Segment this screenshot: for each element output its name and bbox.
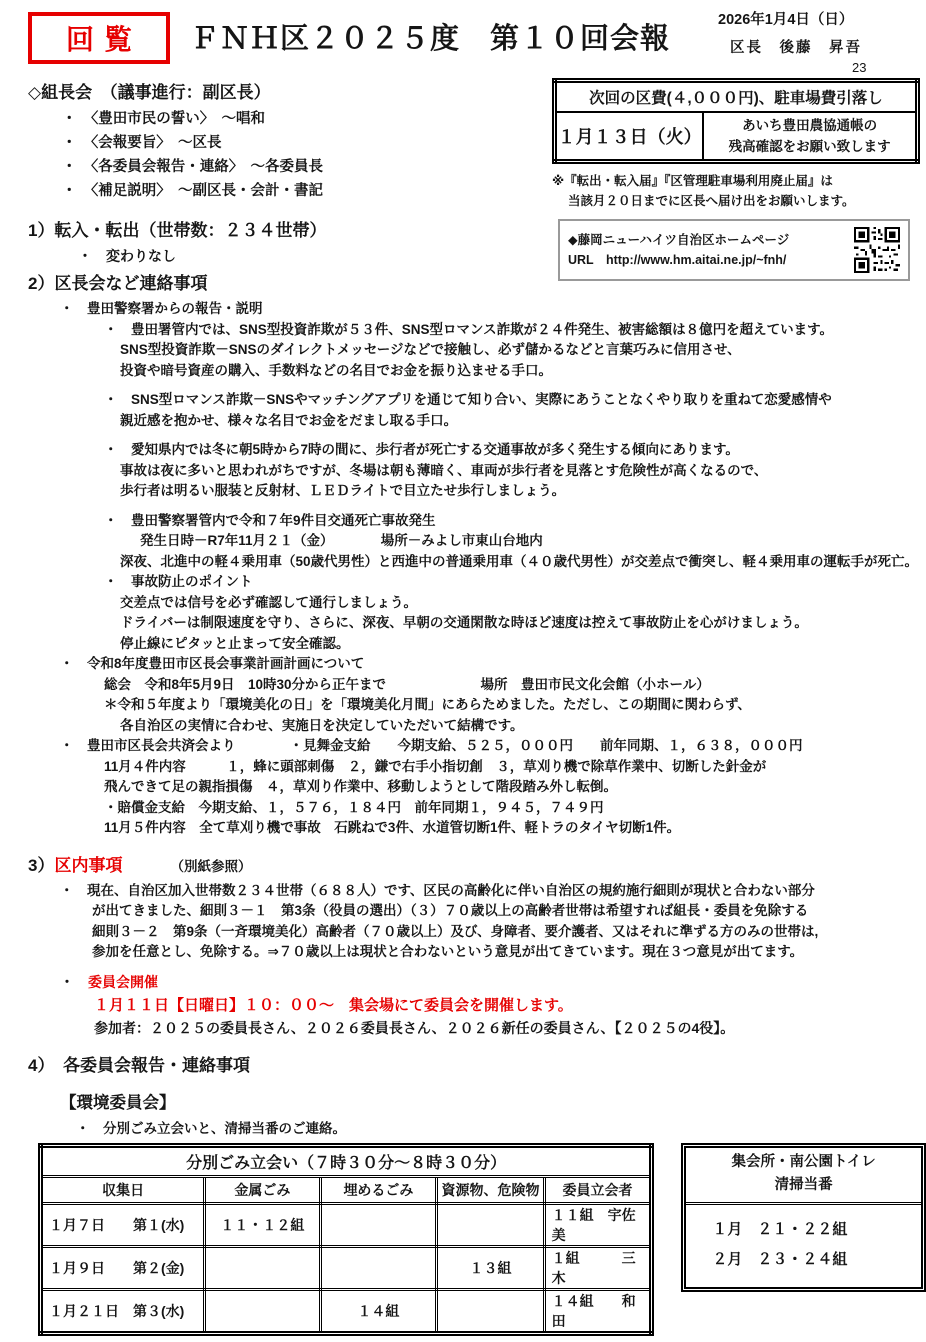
body-line: 飛んできて足の親指損傷 ４，草刈り作業中、移動しようとして階段踏み外し転倒。 [104,779,617,794]
body-line: ・ 豊田署管内では、SNS型投資詐欺が５３件、SNS型ロマンス詐欺が２４件発生、被害総額は８億円を超えています。 [104,321,834,337]
body-line: ・ 豊田警察署管内で令和７年9件目交通死亡事故発生 [104,512,436,528]
body-line: 交差点では信号を必ず確認して通行しましょう。 [120,594,417,610]
notice-column [552,78,920,281]
body-line: ・ SNS型ロマンス詐欺－SNSやマッチングアプリを通じて知り合い、実際にあうことなくやり取りを重ねて恋愛感情や [104,392,832,407]
body-line: 停止線にピタッと止まって安全確認。 [120,635,350,651]
column-header: 収集日 [41,1177,205,1204]
homepage-title: ◆藤岡ニューハイツ自治区ホームページ [568,233,790,247]
body-line: ・ 現在、自治区加入世帯数２３４世帯（６８８人）です、区民の高齢化に伴い自治区の規約施行細則が現状と合わない部分 [60,882,815,898]
moving-notice-line2: 当該月２０日までに区長へ届け出をお願いします。 [568,194,855,208]
body-line: 親近感を抱かせ、様々な名目でお金をだまし取る手口。 [120,412,458,428]
body-line: 11月５件内容 全て草刈り機で事故 石跳ねで3件、水道管切断1件、軽トラのタイヤ切断1件。 [104,820,681,835]
garbage-table-title: 分別ごみ立会い（７時３０分～８時３０分） [41,1146,652,1177]
body-line: ・賠償金支給 今期支給、１，５７６，１８４円 前年同期１，９４５，７４９円 [104,799,604,815]
list-item: １月 ２１・２２組 [712,1221,848,1238]
body-line: 事故は夜に多いと思われがちですが、冬場は朝も薄暗く、車両が歩行者を見落とす危険性が高くなるので、 [120,462,768,478]
bullet: ・ [60,973,74,990]
body-line: 参加を任意とし、免除する。⇒７０歳以上は現状と合わないという意見が出てきています。現在３つ意見が出てます。 [92,944,804,959]
top-band [0,78,926,267]
body-line: 発生日時－R7年11月２１（金） 場所－みよし市東山台地内 [140,533,543,548]
column-header: 委員立会者 [544,1177,652,1204]
table-cell: １月７日 第１(水) [41,1204,205,1247]
fee-bank-line2: 残高確認をお願い致します [728,139,891,154]
table-row [41,1204,652,1247]
env-tables-band [38,1143,926,1336]
body-line: ・ 愛知県内では冬に朝5時から7時の間に、歩行者が死亡する交通事故が多く発生する傾向にあります。 [104,442,739,457]
cleaning-duty-heading [686,1148,921,1205]
body-line: 総会 令和8年5月9日 10時30分から正午まで 場所 豊田市民文化会館（小ホール） [104,676,710,692]
table-cell [320,1204,437,1247]
table-cell: １１・１２組 [205,1204,320,1247]
cleaning-duty-title2: 清掃当番 [774,1177,833,1193]
kairan-label: 回覧 [65,24,142,55]
fee-notice-title: 次回の区費(４,０００円)、駐車場費引落し [555,81,918,113]
fee-bank-note [703,112,917,162]
committee-open-block [0,972,926,1039]
garbage-duty-table [38,1143,654,1336]
cleaning-duty-rows [686,1205,921,1287]
section2-body [0,299,926,839]
list-item: ・ 〈各委員会報告・連絡〉 ～各委員長 [62,159,323,175]
homepage-text [568,230,844,270]
kumicho-heading: ◇組長会 （議事進行：副区長） [28,83,271,102]
issue-date: 2026年1月4日（日） [718,12,854,28]
cleaning-duty-title1: 集会所・南公園トイレ [731,1154,876,1170]
list-item: ２月 ２３・２４組 [712,1251,848,1268]
table-cell: １組 三木 [544,1247,652,1290]
section3-body [0,881,926,1039]
column-header: 金属ごみ [205,1177,320,1204]
section3-title: 区内事項 [54,855,123,875]
body-line: ・ 豊田警察署からの報告・説明 [60,301,263,316]
column-header: 資源物、危険物 [437,1177,544,1204]
body-line: 深夜、北進中の軽４乗用車（50歳代男性）と西進中の普通乗用車（４０歳代男性）が交差点で衝突し、軽４乗用車の運転手が死亡。 [120,553,919,569]
list-item: ・ 〈補足説明〉 ～副区長・会計・書記 [62,183,323,199]
table-cell: １１組 宇佐美 [544,1204,652,1247]
section2-heading: 2）区長会など連絡事項 [28,274,208,293]
table-header-row [41,1177,652,1204]
moving-notice [552,171,920,211]
kumicho-section [28,78,548,266]
body-line: ・ 令和8年度豊田市区長会事業計画計画について [60,656,365,671]
list-item: ・ 〈会報要旨〉 ～区長 [62,135,222,151]
env-committee-intro: ・ 分別ごみ立会いと、清掃当番のご連絡。 [76,1121,346,1136]
page-number: 23 [852,60,867,75]
table-row [41,1247,652,1290]
moving-notice-line1: ※『転出・転入届』『区管理駐車場利用廃止届』は [552,174,833,188]
body-line: 11月４件内容 １，蜂に頭部刺傷 ２，鎌で右手小指切創 ３，草刈り機で除草作業中、切断した針金が [104,758,767,774]
kumicho-items [62,107,548,203]
body-line: SNS型投資詐欺－SNSのダイレクトメッセージなどで接触し、必ず儲かるなどと言葉巧みに信用させ、 [120,342,741,357]
body-line: 細則３－２ 第9条（一斉環境美化）高齢者（７０歳以上）及び、身障者、要介護者、又はそれに準ずる方のみの世帯は, [92,923,819,939]
table-row [41,1290,652,1334]
fee-date: １月１３日（火） [555,112,704,162]
list-item: ・ 〈豊田市民の誓い〉 ～唱和 [62,111,265,127]
kairan-stamp [28,12,170,64]
section3-number: 3） [28,855,55,875]
page-title: ＦＮＨ区２０２５度 第１０回会報 [190,23,671,55]
column-header: 埋めるごみ [320,1177,437,1204]
table-cell: １４組 和田 [544,1290,652,1334]
table-cell [205,1247,320,1290]
section3-heading [28,851,926,876]
fee-notice-table [552,78,920,164]
table-cell: １３組 [437,1247,544,1290]
body-line: 投資や暗号資産の購入、手数料などの名目でお金を振り込ませる手口。 [120,362,552,378]
table-cell: １月９日 第２(金) [41,1247,205,1290]
body-line: ＊令和５年度より「環境美化の日」を「環境美化月間」にあらためました。ただし、この期間に関わらず、 [104,697,751,712]
homepage-box [558,219,910,281]
qr-code-icon [854,227,900,273]
section1-item: ・ 変わりなし [78,248,176,264]
table-cell [205,1290,320,1334]
env-committee-heading: 【環境委員会】 [60,1094,176,1112]
body-line: 歩行者は明るい服装と反射材、ＬＥＤライトで目立たせ歩行しましょう。 [120,483,566,498]
header-meta [718,8,918,57]
body-line: ドライバーは制限速度を守り、さらに、深夜、早朝の交通閑散な時ほど速度は控えて事故防止を心がけましょう。 [120,615,808,630]
committee-open-title: 委員会開催 [88,973,158,990]
district-chief: 区長 後藤 昇吾 [730,40,862,56]
table-cell: １月２１日 第３(水) [41,1290,205,1334]
homepage-url: URL http://www.hm.aitai.ne.jp/~fnh/ [568,253,787,267]
body-line: ・ 豊田市区長会共済会より ・見舞金支給 今期支給、５２５，０００円 前年同期、１，６３８，０００円 [60,738,803,753]
table-cell [437,1204,544,1247]
section1-heading: 1）転入・転出（世帯数：２３４世帯） [28,221,327,240]
body-line: 各自治区の実情に合わせ、実施日を決定していただいて結構です。 [120,717,524,733]
body-line: ・ 事故防止のポイント [104,574,253,589]
table-cell [437,1290,544,1334]
section4-heading: 4） 各委員会報告・連絡事項 [28,1056,250,1075]
committee-open-title-line [60,972,926,993]
section3-ref: （別紙参照） [170,858,252,874]
table-cell: １４組 [320,1290,437,1334]
cleaning-duty-box [681,1143,926,1292]
committee-open-participants: 参加者：２０２５の委員長さん、２０２６委員長さん、２０２６新任の委員さん、【２０２５の4役】。 [94,1020,735,1036]
body-line: が出てきました、細則３－１ 第3条（役員の選出）（３）７０歳以上の高齢者世帯は希望すれば組長・委員を免除する [92,903,809,918]
committee-open-datetime: １月１１日【日曜日】１０：００～ 集会場にて委員会を開催します。 [94,997,573,1014]
table-cell [320,1247,437,1290]
fee-bank-line1: あいち豊田農協通帳の [742,118,878,133]
